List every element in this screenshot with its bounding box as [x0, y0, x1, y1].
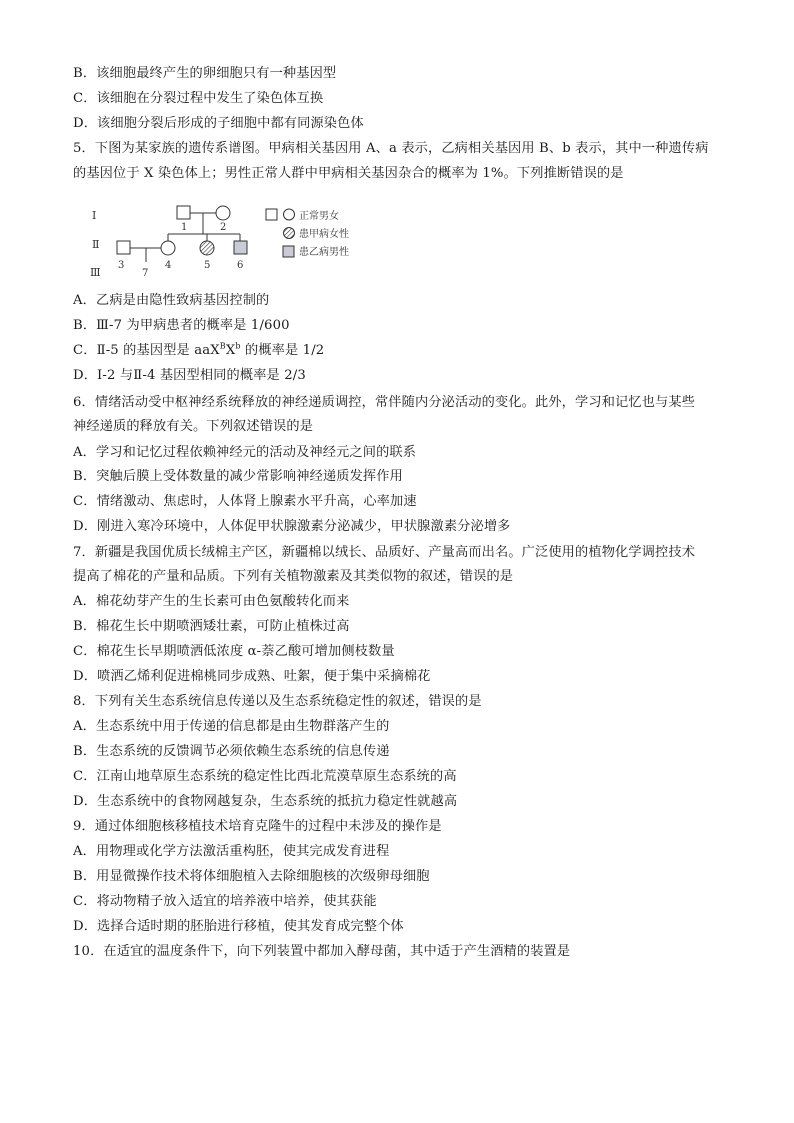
individual-1-normal-male: [177, 206, 190, 219]
pedigree-diagram: [86, 196, 386, 280]
individual-3-normal-male: [117, 241, 130, 254]
question-9-stem: 9．通过体细胞核移植技术培育克隆牛的过程中未涉及的操作是: [73, 819, 442, 834]
individual-6-affected-disease-b-male: [234, 241, 247, 254]
option-5a: A．乙病是由隐性致病基因控制的: [73, 293, 270, 308]
option-8a: A．生态系统中用于传递的信息都是由生物群落产生的: [73, 719, 390, 734]
option-5d: D．I-2 与Ⅱ-4 基因型相同的概率是 2/3: [73, 368, 306, 383]
option-4c: C．该细胞在分裂过程中发生了染色体互换: [73, 91, 324, 106]
option-4b: B．该细胞最终产生的卵细胞只有一种基因型: [73, 66, 337, 81]
question-7-stem-line-1: 7．新疆是我国优质长绒棉主产区，新疆棉以绒长、品质好、产量高而出名。广泛使用的植物化学调控技术: [73, 545, 696, 560]
individual-label-5: 5: [204, 260, 211, 271]
option-7c: C．棉花生长早期喷洒低浓度 α-萘乙酸可增加侧枝数量: [73, 644, 395, 659]
option-9b: B．用显微操作技术将体细胞植入去除细胞核的次级卵母细胞: [73, 869, 430, 884]
individual-5-affected-disease-a-female: [200, 241, 214, 255]
option-7b: B．棉花生长中期喷洒矮壮素，可防止植株过高: [73, 619, 350, 634]
legend-disease-a-female-symbol: [284, 228, 295, 239]
legend-normal-male-symbol: [266, 209, 277, 220]
option-6c: C．情绪激动、焦虑时，人体肾上腺素水平升高，心率加速: [73, 494, 417, 509]
option-8c: C．江南山地草原生态系统的稳定性比西北荒漠草原生态系统的高: [73, 769, 457, 784]
option-6b: B．突触后膜上受体数量的减少常影响神经递质发挥作用: [73, 469, 403, 484]
option-8b: B．生态系统的反馈调节必须依赖生态系统的信息传递: [73, 744, 390, 759]
legend-disease-b-label: 患乙病男性: [299, 247, 349, 258]
question-6-stem-line-2: 神经递质的释放有关。下列叙述错误的是: [73, 419, 314, 434]
option-9d: D．选择合适时期的胚胎进行移植，使其发育成完整个体: [73, 919, 404, 934]
legend-normal-female-symbol: [284, 209, 295, 220]
generation-label-1: Ⅰ: [92, 209, 97, 222]
option-9c: C．将动物精子放入适宜的培养液中培养，使其获能: [73, 894, 377, 909]
option-4d: D．该细胞分裂后形成的子细胞中都有同源染色体: [73, 116, 364, 131]
question-10-stem: 10．在适宜的温度条件下，向下列装置中都加入酵母菌，其中适于产生酒精的装置是: [73, 944, 571, 959]
individual-label-4: 4: [165, 260, 172, 271]
question-6-stem-line-1: 6．情绪活动受中枢神经系统释放的神经递质调控，常伴随内分泌活动的变化。此外，学习和记忆也与某些: [73, 395, 696, 410]
option-8d: D．生态系统中的食物网越复杂，生态系统的抵抗力稳定性就越高: [73, 794, 458, 809]
generation-label-2: Ⅱ: [92, 238, 100, 251]
individual-label-7: 7: [142, 268, 149, 279]
option-6d: D．刚进入寒冷环境中，人体促甲状腺激素分泌减少，甲状腺激素分泌增多: [73, 519, 511, 534]
option-7a: A．棉花幼芽产生的生长素可由色氨酸转化而来: [73, 594, 350, 609]
generation-label-3: Ⅲ: [90, 266, 101, 279]
option-9a: A．用物理或化学方法激活重构胚，使其完成发育进程: [73, 844, 390, 859]
question-5-stem-line-2: 的基因位于 X 染色体上；男性正常人群中甲病相关基因杂合的概率为 1%。下列推断错误的是: [73, 166, 624, 181]
individual-label-6: 6: [237, 260, 244, 271]
legend-disease-a-label: 患甲病女性: [299, 229, 349, 240]
legend-normal-label: 正常男女: [299, 211, 339, 222]
individual-4-normal-female: [161, 241, 175, 255]
individual-label-3: 3: [118, 260, 125, 271]
legend-disease-b-male-symbol: [283, 246, 294, 257]
option-7d: D．喷洒乙烯利促进棉桃同步成熟、吐絮，便于集中采摘棉花: [73, 669, 431, 684]
individual-2-normal-female: [216, 206, 230, 220]
option-5b: B．Ⅲ-7 为甲病患者的概率是 1/600: [73, 318, 290, 333]
question-5-stem-line-1: 5．下图为某家族的遗传系谱图。甲病相关基因用 A、a 表示，乙病相关基因用 B、b 表示，其中一种遗传病: [73, 141, 709, 156]
option-5c: C．Ⅱ-5 的基因型是 $aaX^BX^b$ 的概率是 1/2: [73, 341, 325, 358]
question-7-stem-line-2: 提高了棉花的产量和品质。下列有关植物激素及其类似物的叙述，错误的是: [73, 569, 514, 584]
individual-label-1: 1: [181, 222, 188, 233]
question-8-stem: 8．下列有关生态系统信息传递以及生态系统稳定性的叙述，错误的是: [73, 694, 482, 709]
individual-label-2: 2: [220, 222, 227, 233]
option-6a: A．学习和记忆过程依赖神经元的活动及神经元之间的联系: [73, 445, 417, 460]
